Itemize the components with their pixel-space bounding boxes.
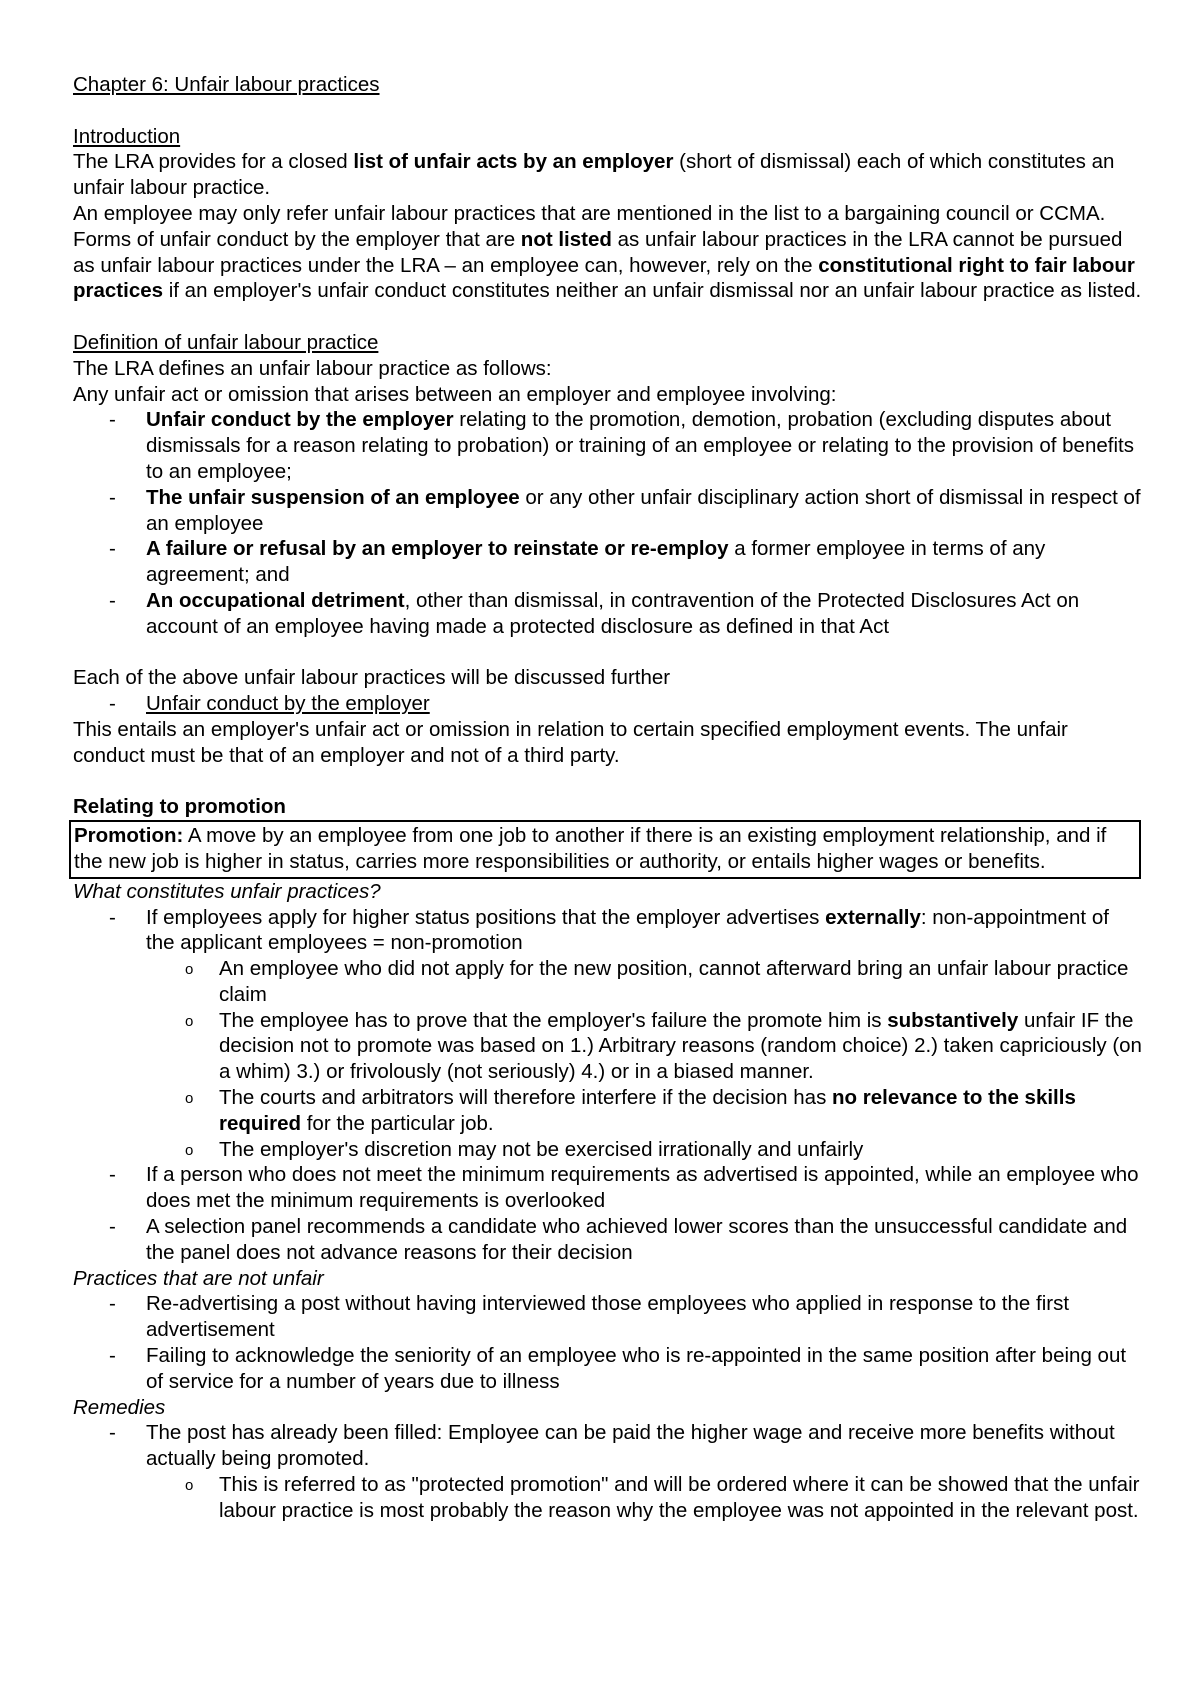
document-page (73, 72, 1143, 1524)
dash-bullet: - (109, 692, 116, 716)
spacer (73, 769, 1143, 795)
dash-bullet: - (109, 1292, 116, 1316)
dash-bullet: - (109, 1344, 116, 1368)
dash-bullet: - (109, 485, 116, 509)
definition-line-2: Any unfair act or omission that arises between an employer and employee involving: (73, 382, 837, 406)
circle-bullet: o (185, 961, 194, 979)
dash-bullet: - (109, 408, 116, 432)
circle-bullet: o (185, 1090, 194, 1108)
further-line: Each of the above unfair labour practices will be discussed further (73, 666, 671, 690)
list-item: - The post has already been filled: Employee can be paid the higher wage and receive more benefits without actually being promoted. (109, 1421, 1115, 1471)
list-item: - Failing to acknowledge the seniority of an employee who is re-appointed in the same position after being out of service for a number of years due to illness (109, 1344, 1127, 1393)
intro-heading: Introduction (73, 124, 181, 148)
intro-paragraph-1: The LRA provides for a closed list of unfair acts by an employer (short of dismissal) each of which constitutes an unfair labour practice. (73, 150, 1115, 200)
list-item: - A selection panel recommends a candidate who achieved lower scores than the unsuccessful candidate and the panel does not advance reasons for their decision (109, 1215, 1128, 1264)
remedies-heading: Remedies (73, 1395, 166, 1419)
sub-list-item: o An employee who did not apply for the new position, cannot afterward bring an unfair labour practice claim (185, 957, 1129, 1006)
list-item: - Unfair conduct by the employer relating to the promotion, demotion, probation (excluding disputes about dismissals for a reason relating to probation) or training of an employee or relating to the provision of benefits to an employee; (109, 408, 1134, 483)
list-item: - An occupational detriment, other than dismissal, in contravention of the Protected Disclosures Act on account of an employee having made a protected disclosure as defined in that Act (109, 588, 1080, 638)
spacer (73, 98, 1143, 124)
dash-bullet: - (109, 537, 116, 561)
definition-box: Promotion: A move by an employee from one job to another if there is an existing employment relationship, and if the new job is higher in status, carries more responsibilities or authority, or entails higher wages or benefits. (69, 820, 1141, 879)
list-item: - If employees apply for higher status positions that the employer advertises externally: non-appointment of the applicant employees = non-promotion (109, 905, 1109, 955)
unfair-practices-heading: What constitutes unfair practices? (73, 879, 381, 903)
list-item: - The unfair suspension of an employee or any other unfair disciplinary action short of dismissal in respect of an employee (109, 485, 1141, 535)
not-unfair-heading: Practices that are not unfair (73, 1266, 324, 1290)
chapter-title: Chapter 6: Unfair labour practices (73, 73, 380, 96)
sub-list-item: o The employee has to prove that the employer's failure the promote him is substantively unfair IF the decision not to promote was based on 1.) Arbitrary reasons (random choice) 2.) taken capriciously (on a whim) 3.) or frivolously (not seriously) 4.) or in a biased manner. (185, 1008, 1142, 1084)
spacer (73, 304, 1143, 330)
circle-bullet: o (185, 1141, 194, 1159)
definition-line-1: The LRA defines an unfair labour practice as follows: (73, 356, 552, 380)
sub-list-item: o The employer's discretion may not be exercised irrationally and unfairly (73, 1137, 1143, 1163)
spacer (73, 640, 1143, 666)
sub-list-item: o This is referred to as "protected promotion" and will be ordered where it can be showed that the unfair labour practice is most probably the reason why the employee was not appointed in the relevant post. (185, 1473, 1140, 1522)
sub-list-item: o The courts and arbitrators will therefore interfere if the decision has no relevance to the skills required for the particular job. (185, 1086, 1076, 1135)
dash-bullet: - (109, 905, 116, 929)
promotion-heading: Relating to promotion (73, 795, 286, 819)
circle-bullet: o (185, 1477, 194, 1495)
list-item: - Unfair conduct by the employer (109, 692, 430, 716)
dash-bullet: - (109, 1163, 116, 1187)
dash-bullet: - (109, 588, 116, 612)
list-item: - Re-advertising a post without having interviewed those employees who applied in response to the first advertisement (109, 1292, 1070, 1342)
circle-bullet: o (185, 1012, 194, 1030)
intro-paragraph-2: An employee may only refer unfair labour practices that are mentioned in the list to a bargaining council or CCMA. (73, 201, 1106, 225)
list-item: - If a person who does not meet the minimum requirements as advertised is appointed, while an employee who does met the minimum requirements is overlooked (109, 1163, 1139, 1213)
further-paragraph: This entails an employer's unfair act or omission in relation to certain specified employment events. The unfair conduct must be that of an employer and not of a third party. (73, 717, 1068, 767)
list-item: - A failure or refusal by an employer to reinstate or re-employ a former employee in terms of any agreement; and (109, 537, 1046, 587)
intro-paragraph-3: Forms of unfair conduct by the employer that are not listed as unfair labour practices in the LRA cannot be pursued as unfair labour practices under the LRA – an employee can, however, rely on the constitutional right to fair labour practices if an employer's unfair conduct constitutes neither an unfair dismissal nor an unfair labour practice as listed. (73, 227, 1142, 303)
dash-bullet: - (109, 1215, 116, 1239)
definition-heading: Definition of unfair labour practice (73, 330, 379, 354)
dash-bullet: - (109, 1421, 116, 1445)
